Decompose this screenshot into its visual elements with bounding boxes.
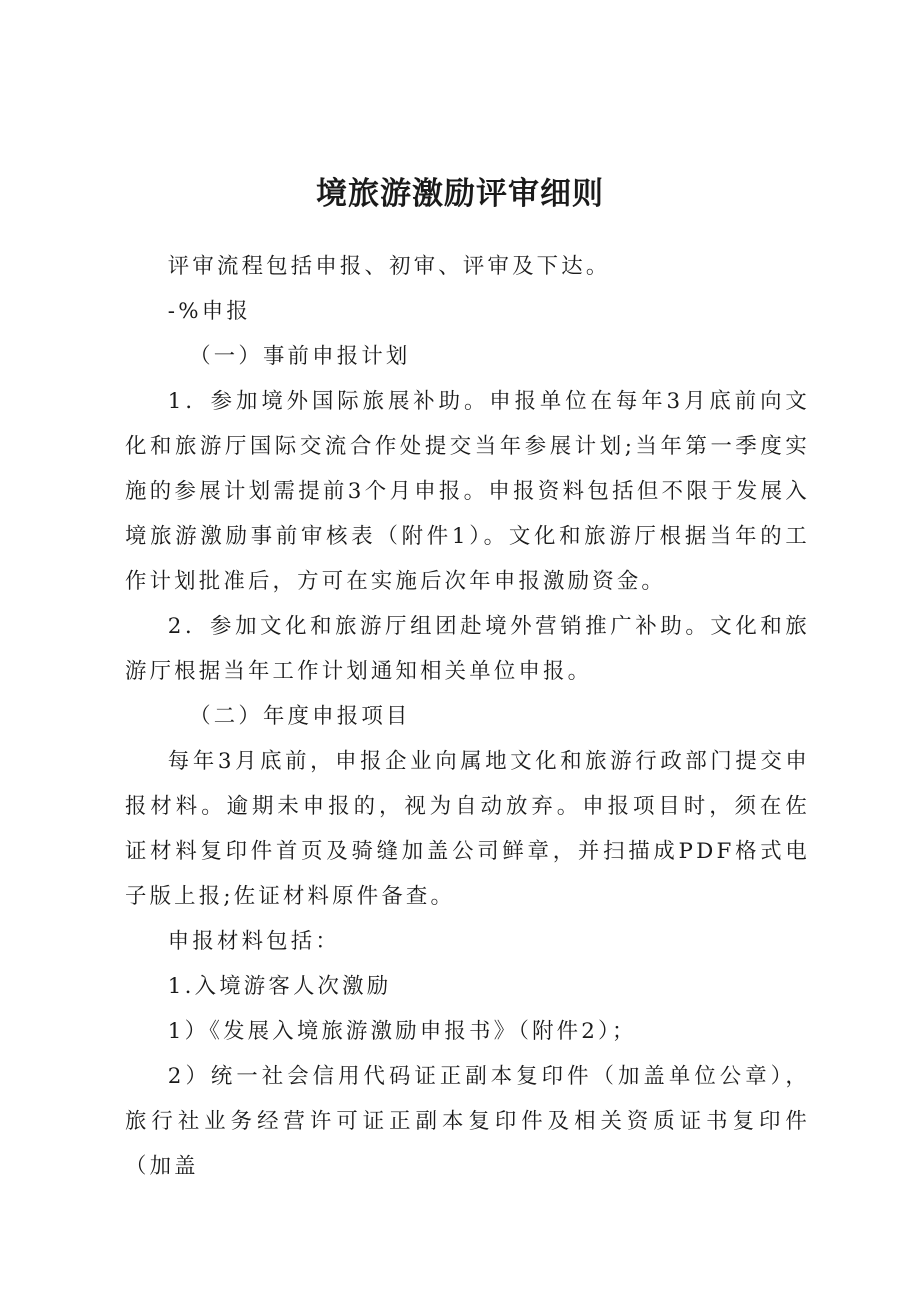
paragraph-item-1-exhibition: 1．参加境外国际旅展补助。申报单位在每年3月底前向文化和旅游厅国际交流合作处提交当年参展计划;当年第一季度实施的参展计划需提前3个月申报。申报资料包括但不限于发展入境旅游激励事前审核表（附件1）。文化和旅游厅根据当年的工作计划批准后，方可在实施后次年申报激励资金。 [125, 389, 810, 594]
paragraph-review-process: 评审流程包括申报、初审、评审及下达。 [167, 254, 611, 279]
paragraph-material-2: 2）统一社会信用代码证正副本复印件（加盖单位公章），旅行社业务经营许可证正副本复印件及相关资质证书复印件（加盖 [125, 1064, 810, 1179]
paragraph-annual-declaration: 每年3月底前，申报企业向属地文化和旅游行政部门提交申报材料。逾期未申报的，视为自动放弃。申报项目时，须在佐证材料复印件首页及骑缝加盖公司鲜章，并扫描成PDF格式电子版上报;佐证材料原件备查。 [125, 749, 810, 909]
paragraph-inbound-visitor-incentive: 1.入境游客人次激励 [167, 974, 392, 999]
paragraph-section-two-heading: （二）年度申报项目 [189, 704, 411, 729]
paragraph-item-2-marketing: 2．参加文化和旅游厅组团赴境外营销推广补助。文化和旅游厅根据当年工作计划通知相关单位申报。 [125, 614, 810, 684]
paragraph-declaration-heading: -%申报 [167, 299, 251, 324]
paragraph-material-1: 1）《发展入境旅游激励申报书》（附件2）； [167, 1019, 637, 1044]
document-title: 境旅游激励评审细则 [316, 176, 604, 212]
paragraph-section-one-heading: （一）事前申报计划 [189, 344, 411, 369]
paragraph-materials-intro: 申报材料包括： [167, 929, 340, 954]
